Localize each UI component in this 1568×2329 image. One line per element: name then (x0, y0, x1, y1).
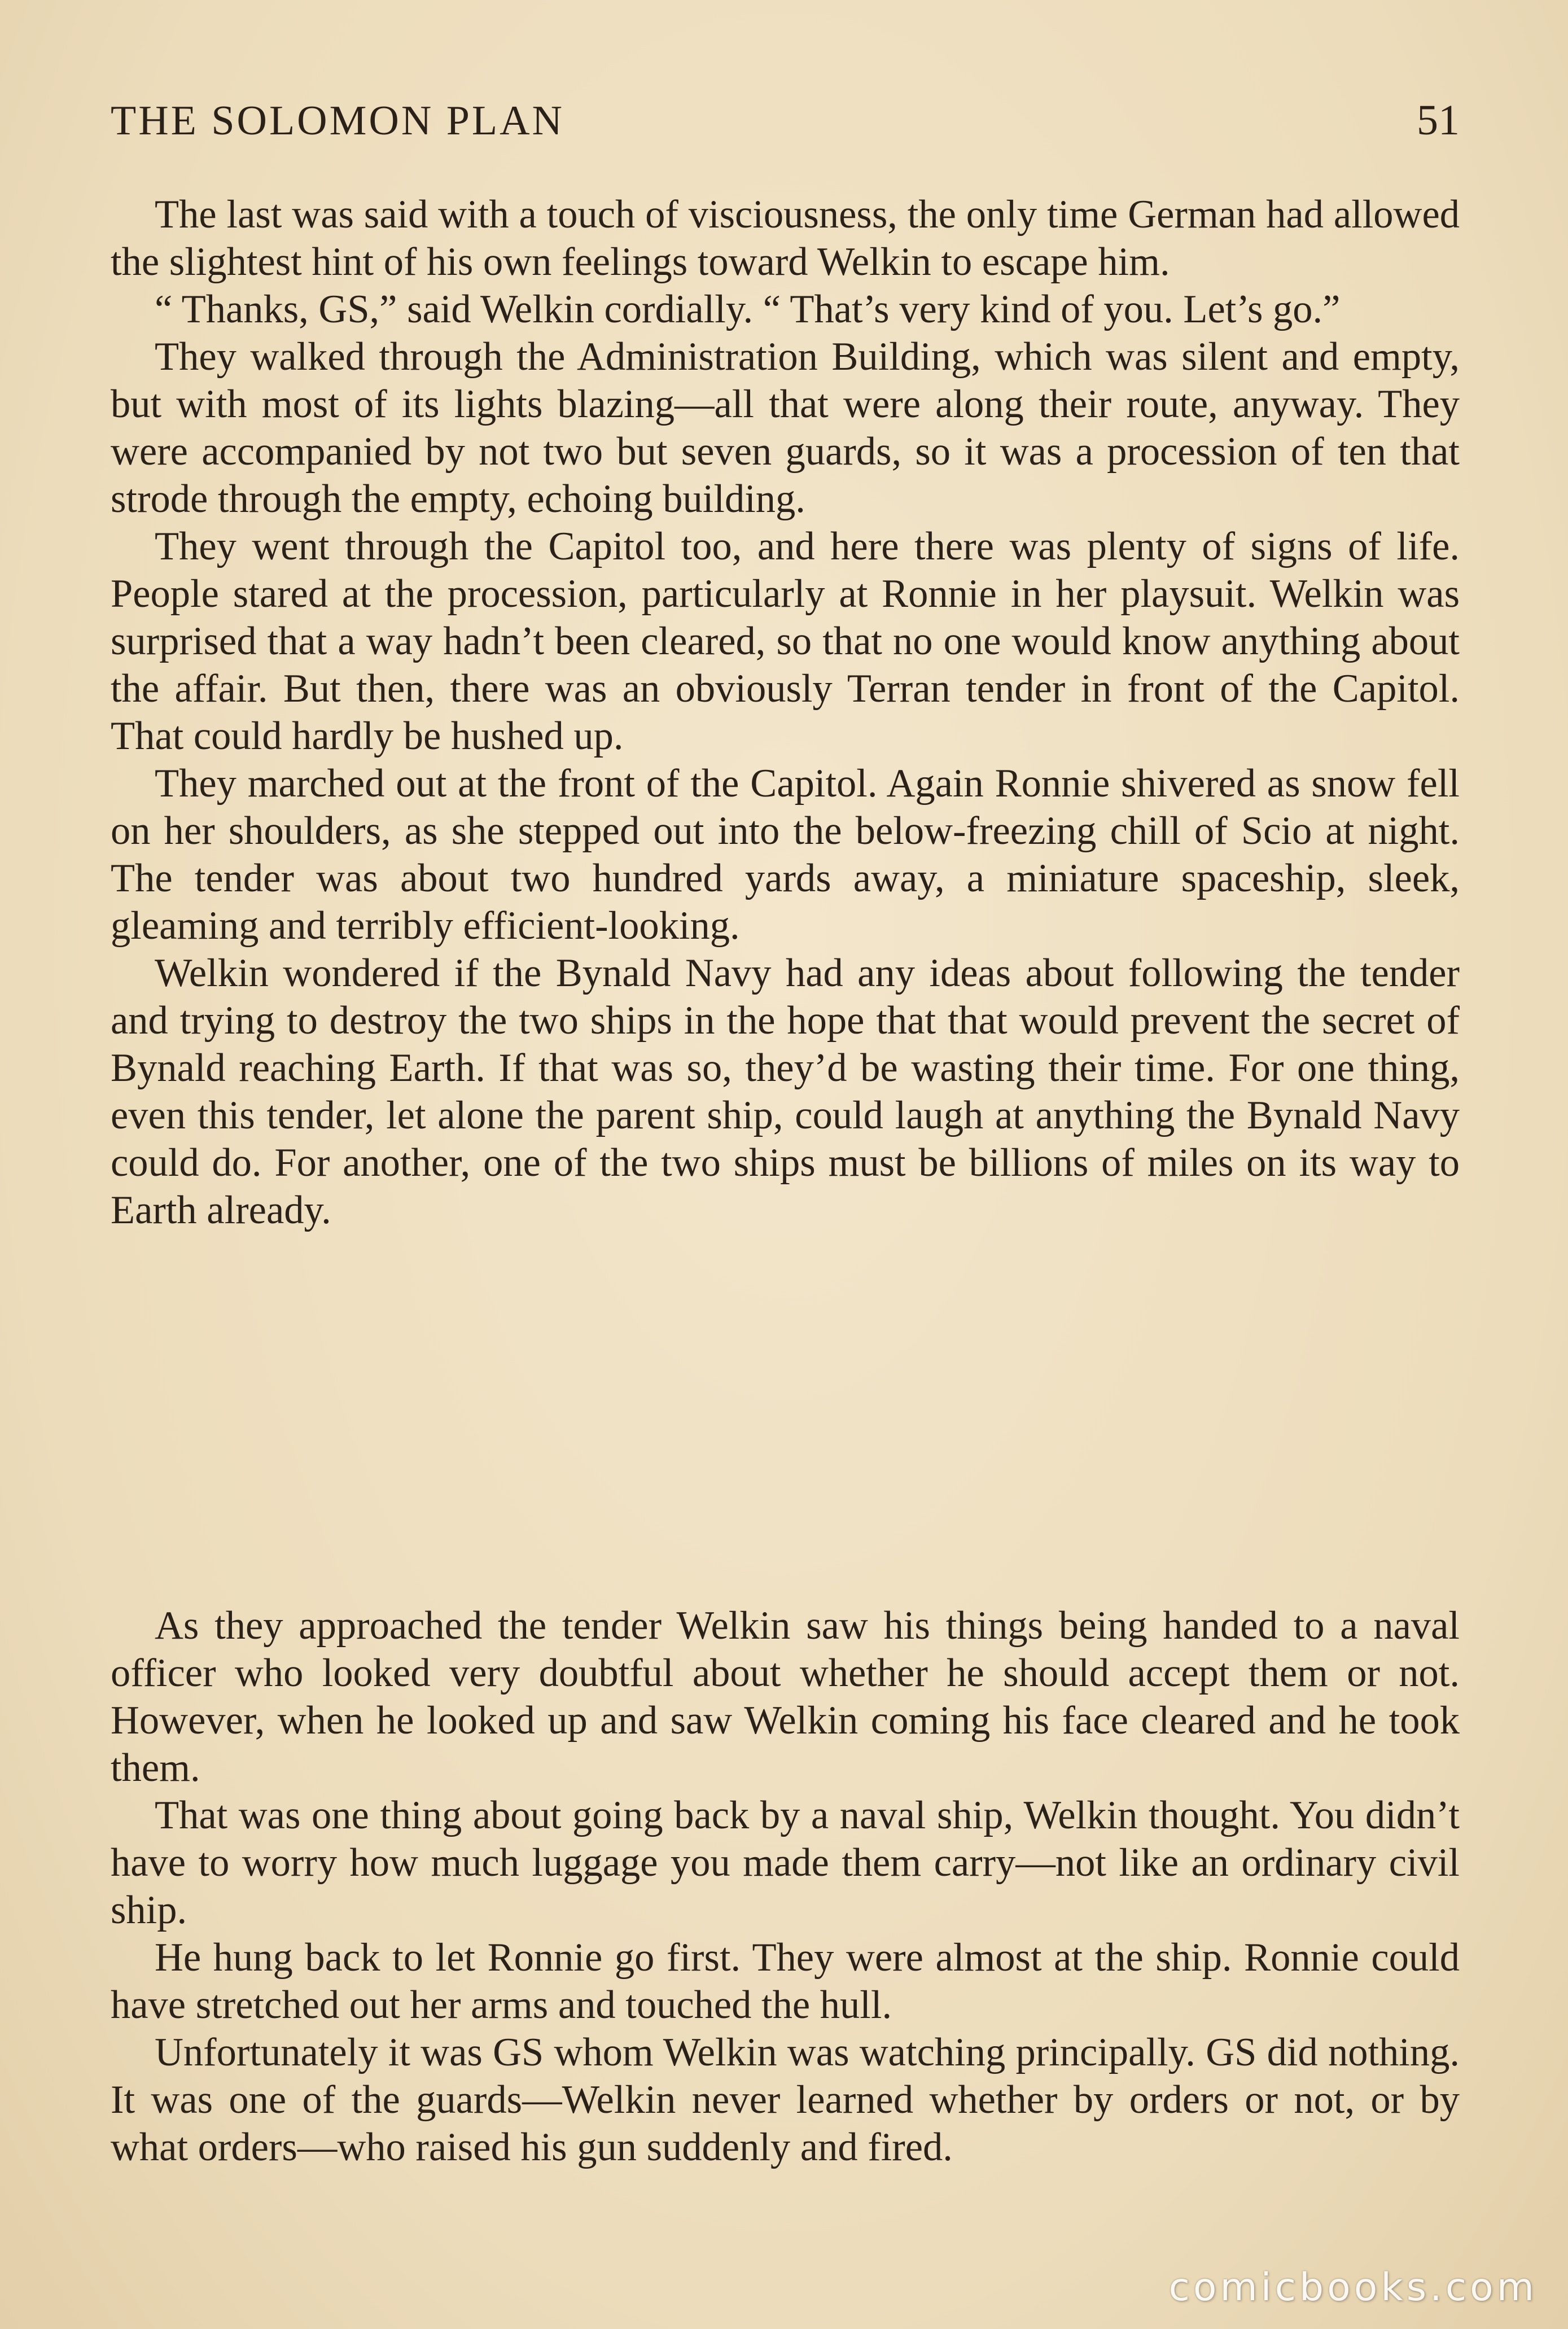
paragraph: He hung back to let Ronnie go first. They were almost at the ship. Ronnie could have stretched out her arms and touched the hull. (111, 1936, 1460, 2027)
paragraph: The last was said with a touch of visciousness, the only time German had allowed the slightest hint of his own feelings toward Welkin to escape him. (111, 192, 1460, 284)
text-section-1 (111, 191, 1460, 1234)
paragraph: They walked through the Administration Building, which was silent and empty, but with most of its lights blazing—all that were along their route, anyway. They were accompanied by not two but seven guards, so it was a procession of ten that strode through the empty, echoing building. (111, 335, 1460, 521)
running-title: THE SOLOMON PLAN (111, 98, 564, 144)
watermark: comicbooks.com (1168, 2265, 1538, 2310)
running-header (111, 96, 1460, 158)
paragraph: That was one thing about going back by a naval ship, Welkin thought. You didn’t have to worry how much luggage you made them carry—not like an ordinary civil ship. (111, 1793, 1460, 1932)
paragraph: As they approached the tender Welkin saw his things being handed to a naval officer who looked very doubtful about whether he should accept them or not. However, when he looked up and saw Welkin coming his face cleared and he took them. (111, 1604, 1460, 1790)
paragraph: “ Thanks, GS,” said Welkin cordially. “ That’s very kind of you. Let’s go.” (155, 287, 1341, 331)
paragraph: They marched out at the front of the Capitol. Again Ronnie shivered as snow fell on her shoulders, as she stepped out into the below-freezing chill of Scio at night. The tender was about two hundred yards away, a miniature spaceship, sleek, gleaming and terribly efficient-looking. (111, 761, 1460, 948)
paragraph: Welkin wondered if the Bynald Navy had any ideas about following the tender and trying to destroy the two ships in the hope that that would prevent the secret of Bynald reaching Earth. If that was so, they’d be wasting their time. For one thing, even this tender, let alone the parent ship, could laugh at anything the Bynald Navy could do. For another, one of the two ships must be billions of miles on its way to Earth already. (111, 951, 1460, 1232)
paragraph: Unfortunately it was GS whom Welkin was watching principally. GS did nothing. It was one of the guards—Welkin never learned whether by orders or not, or by what orders—who raised his gun suddenly and fired. (111, 2030, 1460, 2169)
text-section-2 (111, 1602, 1460, 2171)
page-number: 51 (1417, 97, 1460, 144)
paragraph: They went through the Capitol too, and here there was plenty of signs of life. People stared at the procession, particularly at Ronnie in her playsuit. Welkin was surprised that a way hadn’t been cleared, so that no one would know anything about the affair. But then, there was an obviously Terran tender in front of the Capitol. That could hardly be hushed up. (111, 524, 1460, 758)
